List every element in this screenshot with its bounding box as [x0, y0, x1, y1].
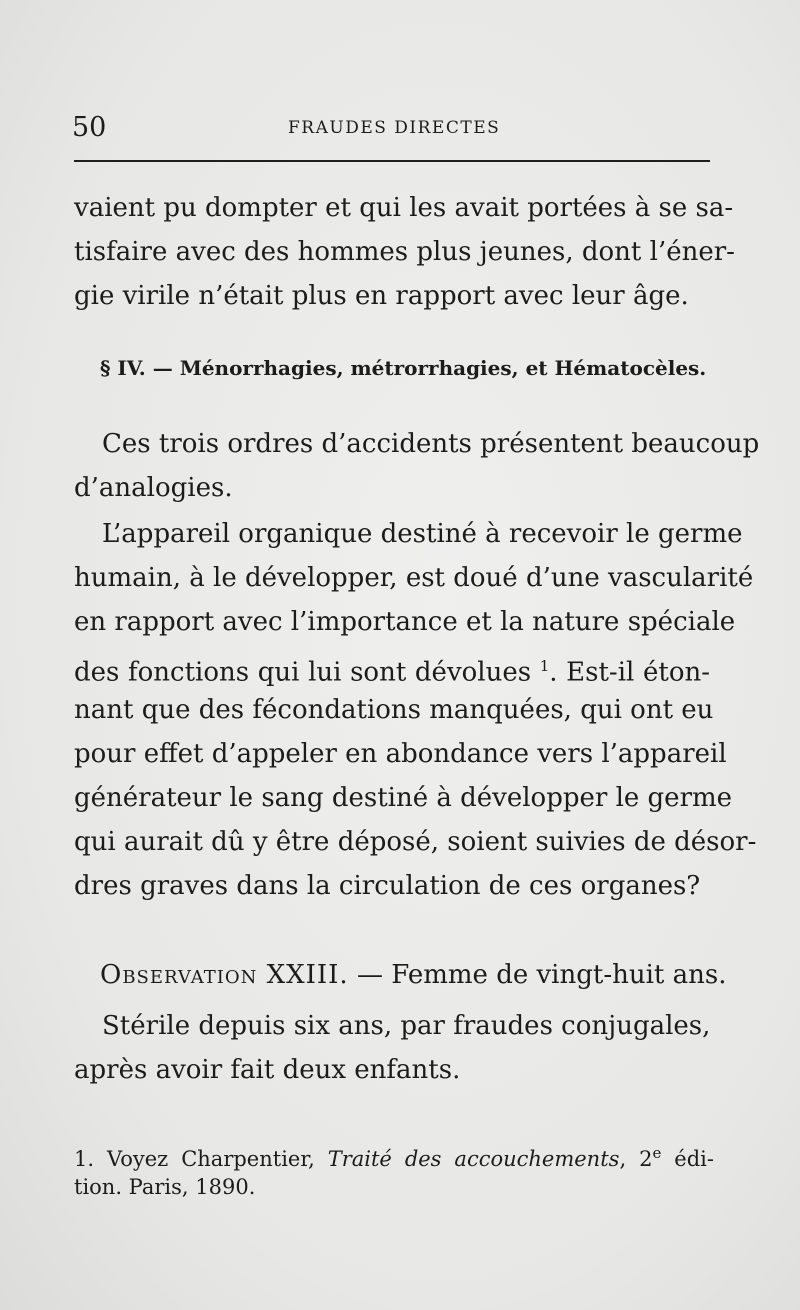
text-line: gie virile n’était plus en rapport avec leur âge. [74, 281, 689, 311]
page-number: 50 [72, 112, 107, 143]
text-line: vaient pu dompter et qui les avait portées à se sa- [74, 193, 734, 223]
footnote-reference: 1 [539, 657, 550, 675]
paragraph-continuation [74, 186, 735, 318]
text-line: pour effet d’appeler en abondance vers l’appareil [74, 739, 727, 769]
running-title: FRAUDES DIRECTES [288, 118, 501, 138]
text-line: Ces trois ordres d’accidents présentent beaucoup [102, 429, 760, 459]
section-heading: § IV. — Ménorrhagies, métrorrhagies, et Hématocèles. [100, 356, 707, 380]
text-line: générateur le sang destiné à développer le germe [74, 783, 733, 813]
text-line: humain, à le développer, est doué d’une vascularité [74, 563, 754, 593]
paragraph-appareil [74, 512, 757, 908]
text-line: L’appareil organique destiné à recevoir le germe [102, 519, 743, 549]
observation-body [74, 1004, 710, 1092]
text-line: Stérile depuis six ans, par fraudes conjugales, [102, 1011, 711, 1041]
footnote-book-title: Traité des accouchements [327, 1147, 620, 1171]
observation-heading [100, 960, 727, 990]
text-line [74, 644, 710, 688]
footnote-number: 1. [74, 1147, 95, 1171]
text-line: nant que des fécondations manquées, qui ont eu [74, 695, 714, 725]
paragraph-analogies [74, 422, 760, 510]
text-segment: . Est-il éton- [549, 657, 711, 688]
page-header [72, 112, 710, 146]
text-line: d’analogies. [74, 473, 233, 503]
header-rule [74, 160, 710, 162]
text-segment: des fonctions qui lui sont dévolues [74, 657, 532, 688]
footnote-edition: 2 [639, 1147, 653, 1171]
observation-title: — Femme de vingt-huit ans. [348, 960, 727, 990]
footnote-text: Voyez Charpentier, [94, 1147, 328, 1171]
footnote-text: édi- [661, 1147, 714, 1171]
footnote-edition-sup: e [652, 1144, 662, 1162]
text-line: après avoir fait deux enfants. [74, 1055, 461, 1085]
text-line: qui aurait dû y être déposé, soient suivies de désor- [74, 827, 757, 857]
footnote-text: , [619, 1147, 640, 1171]
text-line: en rapport avec l’importance et la nature spéciale [74, 607, 736, 637]
text-line: dres graves dans la circulation de ces organes? [74, 871, 701, 901]
footnote-line [74, 1136, 714, 1170]
footnote [74, 1136, 714, 1204]
text-line: tisfaire avec des hommes plus jeunes, dont l’éner- [74, 237, 735, 267]
footnote-line: tion. Paris, 1890. [74, 1175, 256, 1199]
observation-label: Observation XXIII. [100, 960, 349, 990]
